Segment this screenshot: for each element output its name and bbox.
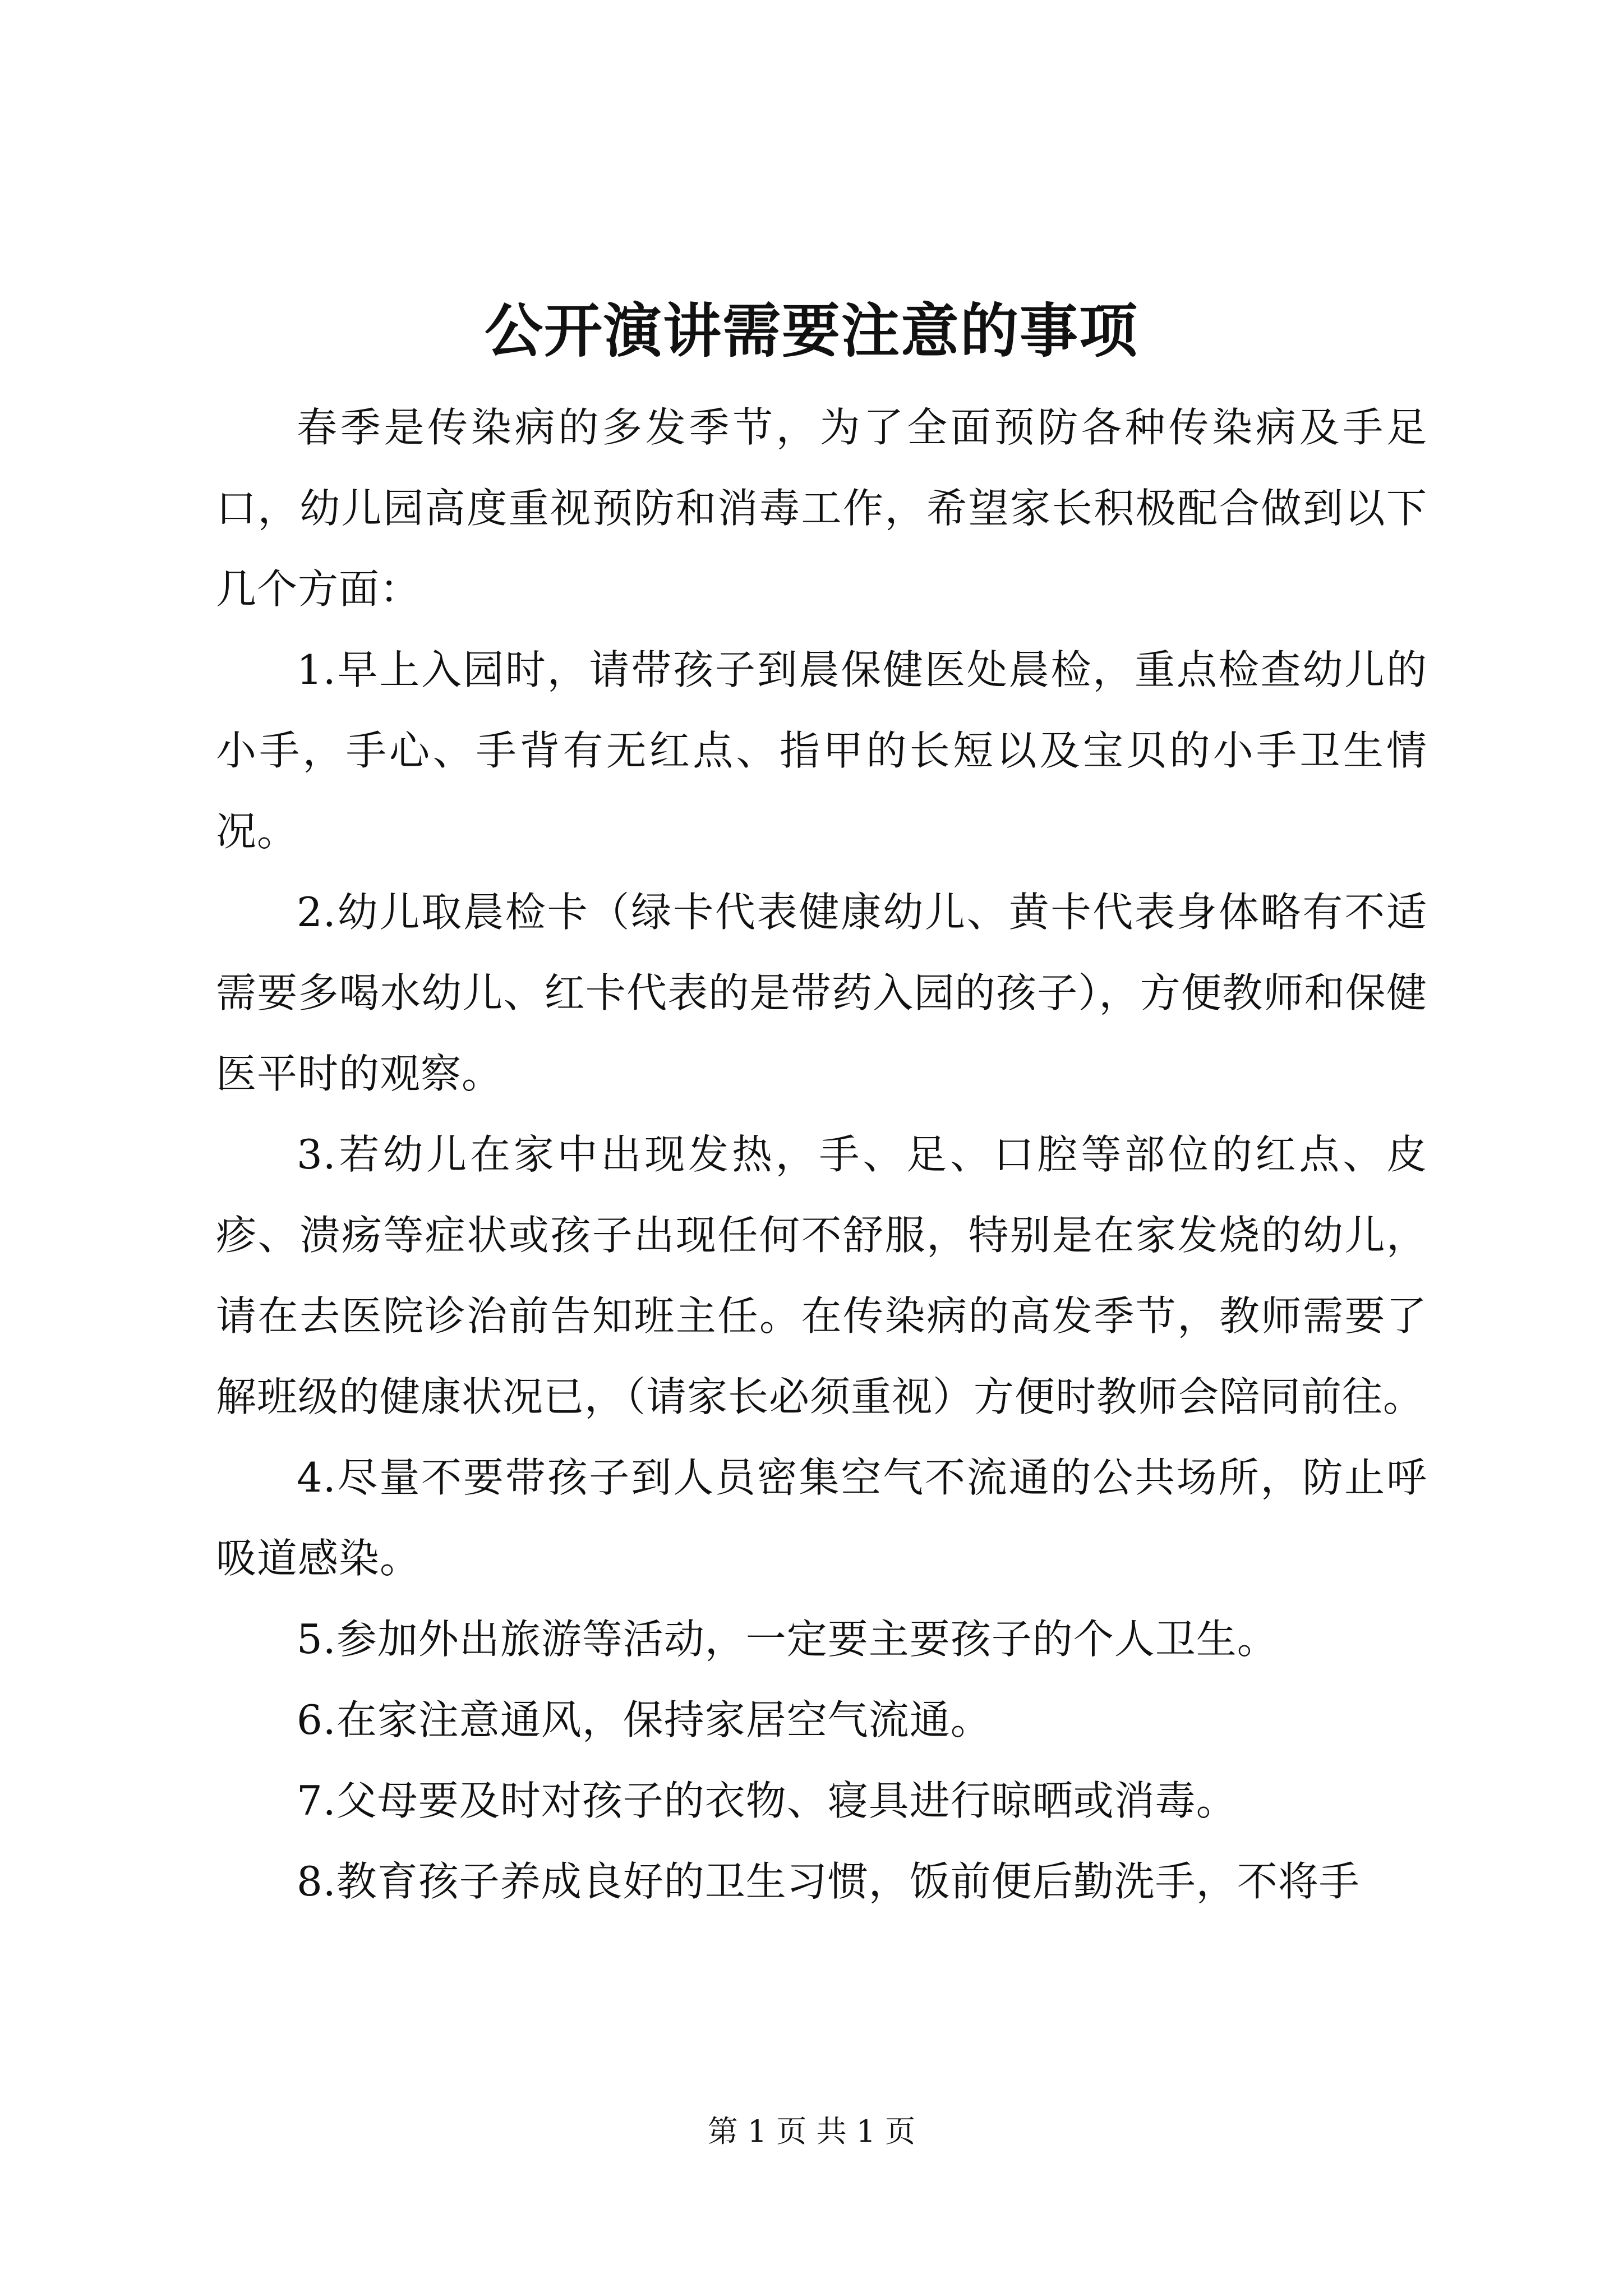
document-body — [216, 387, 1427, 1922]
intro-paragraph: 春季是传染病的多发季节，为了全面预防各种传染病及手足口，幼儿园高度重视预防和消毒工作，希望家长积极配合做到以下几个方面： — [216, 404, 1427, 613]
document-title: 公开演讲需要注意的事项 — [484, 296, 1138, 365]
item-1-paragraph: 1.早上入园时，请带孩子到晨保健医处晨检，重点检查幼儿的小手，手心、手背有无红点、指甲的长短以及宝贝的小手卫生情况。 — [216, 646, 1427, 855]
item-2-paragraph: 2.幼儿取晨检卡（绿卡代表健康幼儿、黄卡代表身体略有不适需要多喝水幼儿、红卡代表的是带药入园的孩子），方便教师和保健医平时的观察。 — [216, 889, 1427, 1097]
item-4-paragraph: 4.尽量不要带孩子到人员密集空气不流通的公共场所，防止呼吸道感染。 — [216, 1454, 1427, 1582]
item-8-paragraph: 8.教育孩子养成良好的卫生习惯，饭前便后勤洗手，不将手 — [297, 1858, 1360, 1905]
item-7-paragraph: 7.父母要及时对孩子的衣物、寝具进行晾晒或消毒。 — [297, 1777, 1237, 1824]
item-3-paragraph: 3.若幼儿在家中出现发热，手、足、口腔等部位的红点、皮疹、溃疡等症状或孩子出现任何不舒服，特别是在家发烧的幼儿，请在去医院诊治前告知班主任。在传染病的高发季节，教师需要了解班级的健康状况已，（请家长必须重视）方便时教师会陪同前往。 — [216, 1131, 1427, 1420]
page-number-footer: 第 1 页 共 1 页 — [707, 2114, 916, 2149]
item-5-paragraph: 5.参加外出旅游等活动，一定要主要孩子的个人卫生。 — [297, 1616, 1278, 1663]
item-6-paragraph: 6.在家注意通风，保持家居空气流通。 — [297, 1696, 992, 1743]
